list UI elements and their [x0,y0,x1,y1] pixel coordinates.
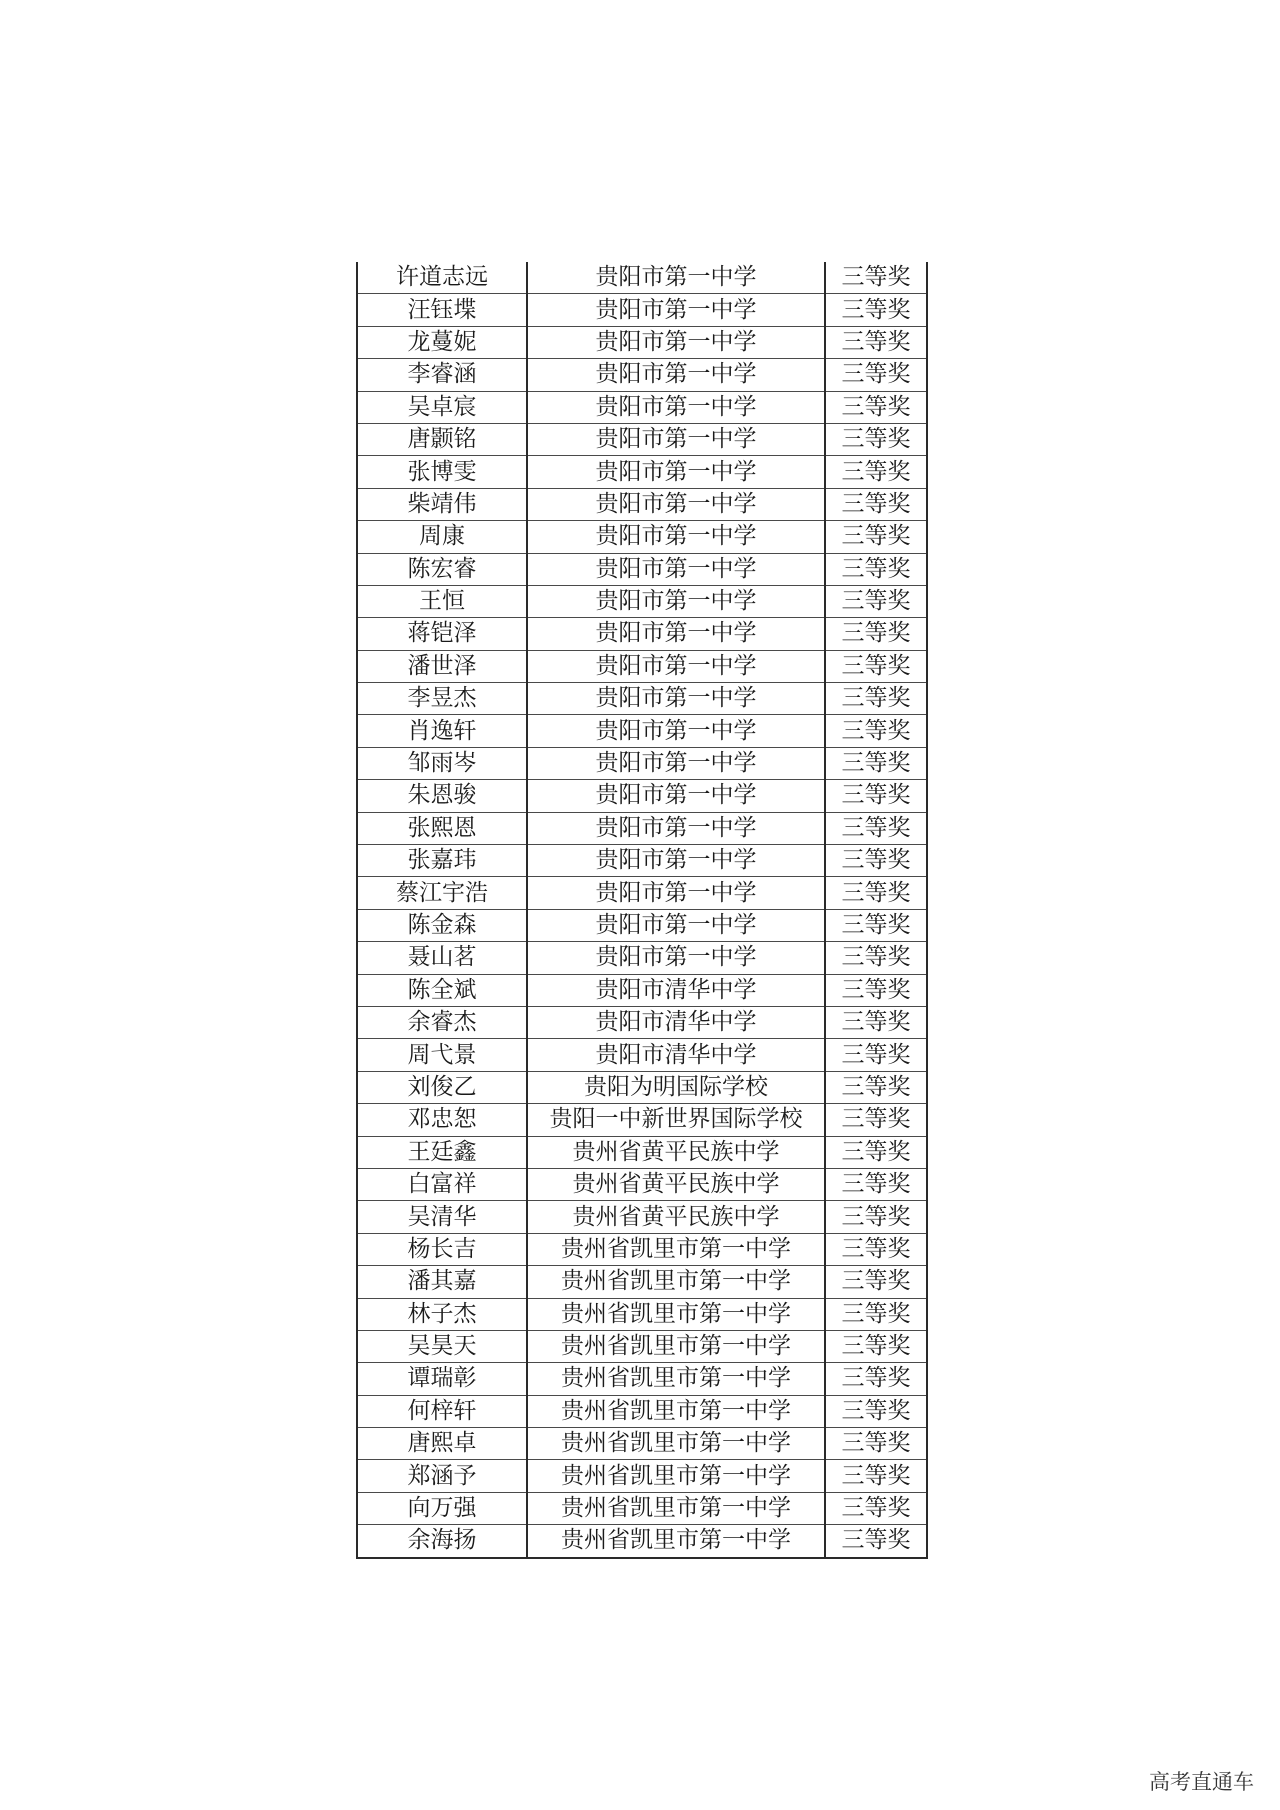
school-name-cell: 贵阳市第一中学 [527,521,825,553]
award-level-cell: 三等奖 [825,359,927,391]
award-level-cell: 三等奖 [825,1136,927,1168]
school-name-cell: 贵阳市第一中学 [527,359,825,391]
school-name-cell: 贵州省黄平民族中学 [527,1136,825,1168]
student-name-cell: 龙蔓妮 [357,326,527,358]
school-name-cell: 贵阳市第一中学 [527,780,825,812]
student-name-cell: 张嘉玮 [357,845,527,877]
award-level-cell: 三等奖 [825,650,927,682]
school-name-cell: 贵阳一中新世界国际学校 [527,1104,825,1136]
school-name-cell: 贵阳市第一中学 [527,423,825,455]
table-row [357,1428,927,1460]
student-name-cell: 吴卓宸 [357,391,527,423]
school-name-cell: 贵阳为明国际学校 [527,1071,825,1103]
award-level-cell: 三等奖 [825,747,927,779]
table-row [357,521,927,553]
award-level-cell: 三等奖 [825,1460,927,1492]
school-name-cell: 贵州省凯里市第一中学 [527,1395,825,1427]
table-row [357,974,927,1006]
table-row [357,1006,927,1038]
award-level-cell: 三等奖 [825,1168,927,1200]
student-name-cell: 郑涵予 [357,1460,527,1492]
school-name-cell: 贵阳市第一中学 [527,715,825,747]
award-level-cell: 三等奖 [825,845,927,877]
award-table-body [357,262,927,1558]
school-name-cell: 贵州省黄平民族中学 [527,1168,825,1200]
student-name-cell: 王廷鑫 [357,1136,527,1168]
student-name-cell: 朱恩骏 [357,780,527,812]
award-level-cell: 三等奖 [825,391,927,423]
table-row [357,1492,927,1524]
table-row [357,1168,927,1200]
table-row [357,1039,927,1071]
table-row [357,780,927,812]
table-row [357,294,927,326]
student-name-cell: 刘俊乙 [357,1071,527,1103]
school-name-cell: 贵阳市第一中学 [527,391,825,423]
student-name-cell: 张博雯 [357,456,527,488]
award-level-cell: 三等奖 [825,1071,927,1103]
student-name-cell: 白富祥 [357,1168,527,1200]
table-row [357,715,927,747]
school-name-cell: 贵阳市第一中学 [527,585,825,617]
table-row [357,1266,927,1298]
table-row [357,1233,927,1265]
table-row [357,1460,927,1492]
school-name-cell: 贵阳市第一中学 [527,456,825,488]
school-name-cell: 贵阳市第一中学 [527,942,825,974]
award-level-cell: 三等奖 [825,1233,927,1265]
student-name-cell: 许道志远 [357,262,527,294]
award-level-cell: 三等奖 [825,1201,927,1233]
student-name-cell: 陈金森 [357,909,527,941]
award-level-cell: 三等奖 [825,909,927,941]
school-name-cell: 贵州省黄平民族中学 [527,1201,825,1233]
table-row [357,747,927,779]
student-name-cell: 余海扬 [357,1525,527,1558]
table-row [357,585,927,617]
award-level-cell: 三等奖 [825,812,927,844]
school-name-cell: 贵阳市清华中学 [527,974,825,1006]
award-level-cell: 三等奖 [825,1395,927,1427]
school-name-cell: 贵州省凯里市第一中学 [527,1492,825,1524]
student-name-cell: 李睿涵 [357,359,527,391]
table-row [357,845,927,877]
award-level-cell: 三等奖 [825,262,927,294]
award-level-cell: 三等奖 [825,326,927,358]
student-name-cell: 汪钰堞 [357,294,527,326]
school-name-cell: 贵州省凯里市第一中学 [527,1460,825,1492]
student-name-cell: 潘其嘉 [357,1266,527,1298]
school-name-cell: 贵州省凯里市第一中学 [527,1330,825,1362]
table-row [357,391,927,423]
table-row [357,262,927,294]
table-row [357,359,927,391]
student-name-cell: 唐颢铭 [357,423,527,455]
award-level-cell: 三等奖 [825,683,927,715]
school-name-cell: 贵阳市第一中学 [527,294,825,326]
student-name-cell: 张熙恩 [357,812,527,844]
award-level-cell: 三等奖 [825,1039,927,1071]
school-name-cell: 贵州省凯里市第一中学 [527,1298,825,1330]
school-name-cell: 贵阳市第一中学 [527,650,825,682]
school-name-cell: 贵州省凯里市第一中学 [527,1233,825,1265]
award-level-cell: 三等奖 [825,974,927,1006]
award-level-cell: 三等奖 [825,780,927,812]
award-level-cell: 三等奖 [825,1298,927,1330]
school-name-cell: 贵阳市第一中学 [527,683,825,715]
table-row [357,650,927,682]
student-name-cell: 杨长吉 [357,1233,527,1265]
student-name-cell: 吴清华 [357,1201,527,1233]
award-level-cell: 三等奖 [825,1525,927,1558]
award-level-cell: 三等奖 [825,1104,927,1136]
award-level-cell: 三等奖 [825,456,927,488]
student-name-cell: 陈宏睿 [357,553,527,585]
award-level-cell: 三等奖 [825,585,927,617]
student-name-cell: 肖逸轩 [357,715,527,747]
award-level-cell: 三等奖 [825,877,927,909]
school-name-cell: 贵州省凯里市第一中学 [527,1428,825,1460]
student-name-cell: 潘世泽 [357,650,527,682]
table-row [357,812,927,844]
award-level-cell: 三等奖 [825,942,927,974]
table-row [357,1330,927,1362]
school-name-cell: 贵阳市第一中学 [527,909,825,941]
school-name-cell: 贵阳市第一中学 [527,553,825,585]
award-level-cell: 三等奖 [825,1428,927,1460]
award-level-cell: 三等奖 [825,521,927,553]
school-name-cell: 贵阳市清华中学 [527,1039,825,1071]
student-name-cell: 陈全斌 [357,974,527,1006]
award-level-cell: 三等奖 [825,553,927,585]
table-row [357,456,927,488]
award-level-cell: 三等奖 [825,715,927,747]
school-name-cell: 贵阳市第一中学 [527,747,825,779]
table-row [357,488,927,520]
student-name-cell: 向万强 [357,1492,527,1524]
student-name-cell: 蒋铠泽 [357,618,527,650]
award-level-cell: 三等奖 [825,1266,927,1298]
student-name-cell: 王恒 [357,585,527,617]
award-level-cell: 三等奖 [825,1330,927,1362]
table-row [357,942,927,974]
table-row [357,1395,927,1427]
award-level-cell: 三等奖 [825,1492,927,1524]
school-name-cell: 贵阳市第一中学 [527,326,825,358]
student-name-cell: 林子杰 [357,1298,527,1330]
school-name-cell: 贵阳市第一中学 [527,877,825,909]
student-name-cell: 谭瑞彰 [357,1363,527,1395]
table-row [357,618,927,650]
student-name-cell: 邹雨岑 [357,747,527,779]
student-name-cell: 周弋景 [357,1039,527,1071]
award-table [356,262,928,1559]
student-name-cell: 柴靖伟 [357,488,527,520]
student-name-cell: 李昱杰 [357,683,527,715]
award-level-cell: 三等奖 [825,618,927,650]
award-level-cell: 三等奖 [825,423,927,455]
table-row [357,423,927,455]
table-row [357,1071,927,1103]
table-row [357,1136,927,1168]
school-name-cell: 贵州省凯里市第一中学 [527,1525,825,1558]
table-row [357,1298,927,1330]
table-row [357,1201,927,1233]
table-row [357,683,927,715]
table-row [357,877,927,909]
student-name-cell: 吴昊天 [357,1330,527,1362]
student-name-cell: 聂山茗 [357,942,527,974]
table-row [357,326,927,358]
student-name-cell: 周康 [357,521,527,553]
watermark-text: 高考直通车 [1149,1770,1254,1794]
table-row [357,1525,927,1558]
award-level-cell: 三等奖 [825,488,927,520]
student-name-cell: 何梓轩 [357,1395,527,1427]
award-level-cell: 三等奖 [825,294,927,326]
school-name-cell: 贵州省凯里市第一中学 [527,1363,825,1395]
table-row [357,553,927,585]
award-level-cell: 三等奖 [825,1006,927,1038]
student-name-cell: 蔡江宇浩 [357,877,527,909]
student-name-cell: 邓忠恕 [357,1104,527,1136]
school-name-cell: 贵阳市第一中学 [527,845,825,877]
school-name-cell: 贵州省凯里市第一中学 [527,1266,825,1298]
school-name-cell: 贵阳市清华中学 [527,1006,825,1038]
student-name-cell: 唐熙卓 [357,1428,527,1460]
award-level-cell: 三等奖 [825,1363,927,1395]
school-name-cell: 贵阳市第一中学 [527,262,825,294]
table-row [357,1363,927,1395]
student-name-cell: 余睿杰 [357,1006,527,1038]
school-name-cell: 贵阳市第一中学 [527,618,825,650]
school-name-cell: 贵阳市第一中学 [527,812,825,844]
table-row [357,909,927,941]
school-name-cell: 贵阳市第一中学 [527,488,825,520]
table-row [357,1104,927,1136]
